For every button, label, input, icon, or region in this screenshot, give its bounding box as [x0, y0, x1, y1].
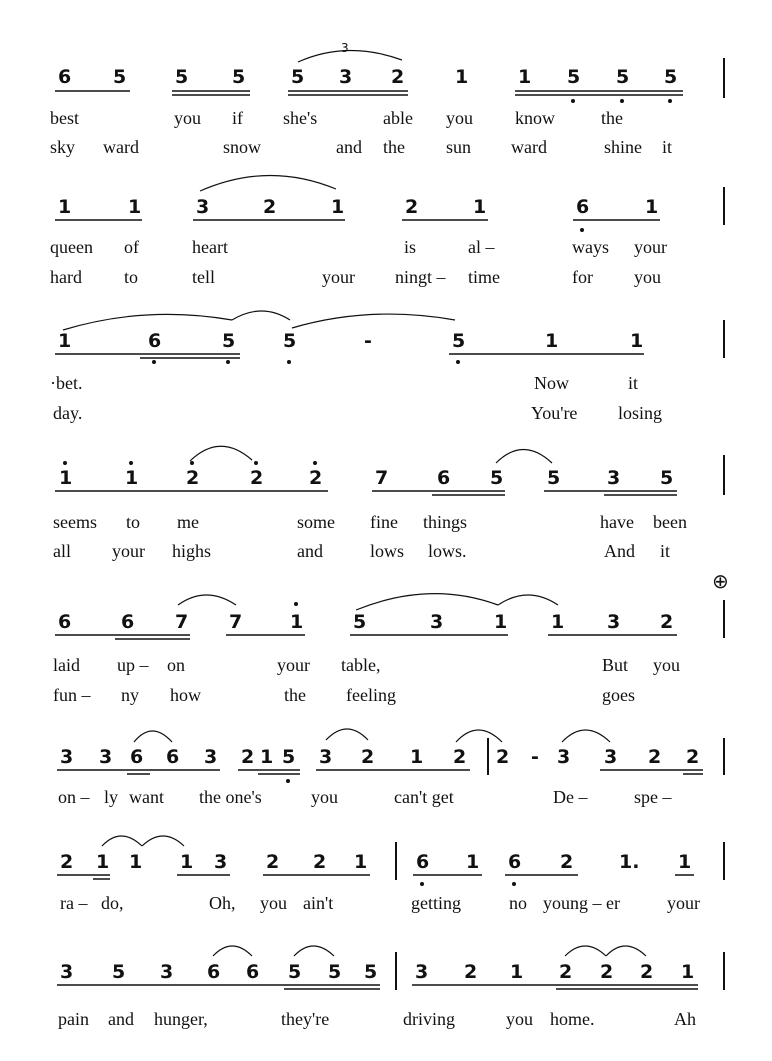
system-7	[57, 836, 724, 913]
lyric: you	[174, 108, 201, 128]
octave-dot	[620, 99, 624, 103]
note: 6	[437, 467, 451, 489]
tie	[178, 595, 236, 605]
note: 5	[282, 746, 296, 768]
note: 2	[263, 196, 277, 218]
note: 2	[309, 467, 323, 489]
note: 6	[508, 851, 522, 873]
lyric: seems	[53, 512, 97, 532]
note: 1	[129, 851, 143, 873]
lyric: De –	[553, 787, 588, 807]
lyric: queen	[50, 237, 93, 257]
slur	[356, 594, 498, 610]
lyric: things	[423, 512, 468, 532]
system-2	[50, 175, 724, 287]
note: 6	[148, 330, 162, 352]
lyric: want	[129, 787, 164, 807]
lyric: up –	[117, 655, 149, 675]
lyric: it	[628, 373, 639, 393]
lyric: you	[260, 893, 287, 913]
note: 2	[391, 66, 405, 88]
note: 1	[410, 746, 424, 768]
note: 2	[648, 746, 662, 768]
lyric: ward	[511, 137, 547, 157]
note: 1	[290, 611, 304, 633]
system-1	[50, 41, 724, 157]
octave-dot	[287, 360, 291, 364]
tie	[134, 731, 172, 742]
note: 1	[518, 66, 532, 88]
lyric: you	[506, 1009, 533, 1029]
note: 3	[60, 961, 74, 983]
lyric: highs	[172, 541, 212, 561]
lyric: best	[50, 108, 79, 128]
note: 5	[616, 66, 630, 88]
note: 6	[58, 66, 72, 88]
note: 5	[364, 961, 378, 983]
note: 3	[339, 66, 353, 88]
note: 2	[640, 961, 654, 983]
tie	[496, 450, 552, 464]
lyric: hunger,	[154, 1009, 208, 1029]
lyric: you	[653, 655, 680, 675]
note: 2	[250, 467, 264, 489]
lyric: Ah	[674, 1009, 696, 1029]
lyric: your	[277, 655, 310, 675]
lyric: and	[297, 541, 323, 561]
note: 2	[686, 746, 700, 768]
octave-dot	[580, 228, 584, 232]
system-3	[50, 311, 724, 423]
note: 1	[473, 196, 487, 218]
system-5	[53, 594, 724, 705]
tie	[213, 946, 252, 956]
crosshair-mark-icon: ⊕	[712, 569, 729, 593]
lyric: on –	[58, 787, 90, 807]
lyric: have	[600, 512, 634, 532]
triplet-mark: 3	[341, 41, 349, 55]
lyric: you	[446, 108, 473, 128]
lyric: heart	[192, 237, 228, 257]
note: 2	[600, 961, 614, 983]
tie	[562, 730, 610, 742]
note: 2	[60, 851, 74, 873]
note: 5	[353, 611, 367, 633]
note: 6	[166, 746, 180, 768]
lyric: your	[322, 267, 355, 287]
slur	[298, 50, 402, 62]
note: 3	[415, 961, 429, 983]
lyric: some	[297, 512, 335, 532]
note: 5	[113, 66, 127, 88]
note: 3	[60, 746, 74, 768]
lyric: to	[126, 512, 141, 532]
note: 1	[354, 851, 368, 873]
tie	[606, 946, 646, 956]
note: 5	[547, 467, 561, 489]
tie	[190, 446, 252, 461]
lyric: getting	[411, 893, 461, 913]
note: 1	[58, 330, 72, 352]
lyric: And	[604, 541, 635, 561]
note: 5	[175, 66, 189, 88]
lyric: and	[108, 1009, 134, 1029]
lyric: sun	[446, 137, 472, 157]
system-4	[53, 446, 724, 561]
note: 7	[175, 611, 189, 633]
slur	[63, 314, 232, 330]
note: 6	[576, 196, 590, 218]
note: 6	[130, 746, 144, 768]
octave-dot	[313, 461, 317, 465]
lyric: Oh,	[209, 893, 236, 913]
octave-dot	[456, 360, 460, 364]
tie	[232, 311, 290, 320]
note: -	[531, 746, 539, 768]
lyric: ningt –	[395, 267, 446, 287]
note: 3	[604, 746, 618, 768]
note: 5	[490, 467, 504, 489]
tie	[326, 729, 368, 740]
lyric: your	[667, 893, 700, 913]
lyric: ly	[104, 787, 119, 807]
lyric: is	[404, 237, 417, 257]
note: 1.	[619, 851, 640, 873]
note: 1	[494, 611, 508, 633]
note: 2	[496, 746, 510, 768]
octave-dot	[190, 461, 194, 465]
lyric: do,	[101, 893, 124, 913]
lyric: spe –	[634, 787, 672, 807]
slur	[200, 175, 336, 191]
lyric: home.	[550, 1009, 595, 1029]
lyric: laid	[53, 655, 80, 675]
lyric: the	[601, 108, 623, 128]
lyric: can't get	[394, 787, 454, 807]
note: 7	[375, 467, 389, 489]
octave-dot	[254, 461, 258, 465]
lyric: me	[177, 512, 199, 532]
lyric: you	[311, 787, 338, 807]
note: 5	[283, 330, 297, 352]
lyric: snow	[223, 137, 262, 157]
lyric: ways	[572, 237, 609, 257]
lyric: ra –	[60, 893, 88, 913]
lyric: sky	[50, 137, 76, 157]
lyric: the one's	[199, 787, 262, 807]
note: 5	[232, 66, 246, 88]
note: 6	[58, 611, 72, 633]
note: 5	[291, 66, 305, 88]
note: 1	[466, 851, 480, 873]
note: 1	[510, 961, 524, 983]
note: 1	[681, 961, 695, 983]
lyric: it	[660, 541, 671, 561]
tie	[456, 730, 502, 742]
note: 1	[96, 851, 110, 873]
lyric: they're	[281, 1009, 330, 1029]
system-8	[57, 946, 724, 1029]
lyric: on	[167, 655, 185, 675]
note: 2	[559, 961, 573, 983]
octave-dot	[286, 779, 290, 783]
note: -	[364, 330, 372, 352]
lyric: driving	[403, 1009, 455, 1029]
lyric: lows.	[428, 541, 467, 561]
note: 6	[207, 961, 221, 983]
note: 3	[160, 961, 174, 983]
lyric: if	[232, 108, 243, 128]
lyric: the	[383, 137, 405, 157]
note: 2	[266, 851, 280, 873]
lyric: fine	[370, 512, 398, 532]
note: 3	[607, 611, 621, 633]
note: 2	[361, 746, 375, 768]
note: 5	[112, 961, 126, 983]
lyric: tell	[192, 267, 215, 287]
note: 2	[464, 961, 478, 983]
lyric: lows	[370, 541, 405, 561]
note: 3	[214, 851, 228, 873]
note: 5	[664, 66, 678, 88]
note: 3	[319, 746, 333, 768]
lyric: ain't	[303, 893, 334, 913]
note: 1	[331, 196, 345, 218]
lyric: how	[170, 685, 201, 705]
note: 6	[416, 851, 430, 873]
lyric: know	[515, 108, 555, 128]
lyric: of	[124, 237, 139, 257]
note: 1	[128, 196, 142, 218]
note: 3	[607, 467, 621, 489]
note: 2	[313, 851, 327, 873]
lyric: she's	[283, 108, 318, 128]
lyric: young – er	[543, 893, 620, 913]
note: 3	[196, 196, 210, 218]
octave-dot	[226, 360, 230, 364]
octave-dot	[63, 461, 67, 465]
tie	[142, 836, 184, 846]
lyric: to	[124, 267, 139, 287]
note: 1	[678, 851, 692, 873]
lyric: feeling	[346, 685, 396, 705]
lyric: you	[634, 267, 661, 287]
lyric: ward	[103, 137, 139, 157]
note: 5	[328, 961, 342, 983]
note: 3	[99, 746, 113, 768]
slur	[292, 314, 455, 328]
note: 1	[455, 66, 469, 88]
lyric: time	[468, 267, 500, 287]
note: 5	[567, 66, 581, 88]
lyric: able	[383, 108, 413, 128]
note: 5	[452, 330, 466, 352]
lyric: been	[653, 512, 687, 532]
lyric: fun –	[53, 685, 91, 705]
lyric: all	[53, 541, 71, 561]
note: 5	[660, 467, 674, 489]
system-6	[57, 729, 724, 807]
lyric: it	[662, 137, 673, 157]
lyric: But	[602, 655, 629, 675]
tie	[498, 595, 558, 605]
note: 3	[430, 611, 444, 633]
octave-dot	[668, 99, 672, 103]
lyric: hard	[50, 267, 82, 287]
note: 7	[229, 611, 243, 633]
tie	[565, 946, 606, 956]
octave-dot	[512, 882, 516, 886]
octave-dot	[129, 461, 133, 465]
lyric: for	[572, 267, 593, 287]
lyric: pain	[58, 1009, 89, 1029]
octave-dot	[152, 360, 156, 364]
lyric: goes	[602, 685, 635, 705]
note: 2	[560, 851, 574, 873]
note: 2	[453, 746, 467, 768]
tie	[102, 836, 142, 846]
note: 3	[557, 746, 571, 768]
lyric: al –	[468, 237, 495, 257]
note: 1	[260, 746, 274, 768]
lyric: shine	[604, 137, 642, 157]
note: 2	[241, 746, 255, 768]
octave-dot	[420, 882, 424, 886]
note: 1	[545, 330, 559, 352]
lyric: your	[634, 237, 667, 257]
note: 3	[204, 746, 218, 768]
note: 5	[288, 961, 302, 983]
lyric: and	[336, 137, 362, 157]
tie	[294, 946, 334, 956]
note: 2	[660, 611, 674, 633]
lyric: Now	[534, 373, 569, 393]
note: 1	[551, 611, 565, 633]
note: 1	[58, 196, 72, 218]
lyric: your	[112, 541, 145, 561]
note: 2	[405, 196, 419, 218]
lyric: no	[509, 893, 527, 913]
note: 1	[125, 467, 139, 489]
note: 6	[246, 961, 260, 983]
note: 1	[645, 196, 659, 218]
lyric: day.	[53, 403, 83, 423]
note: 1	[59, 467, 73, 489]
lyric: ny	[121, 685, 139, 705]
lyric: table,	[341, 655, 381, 675]
lyric: losing	[618, 403, 663, 423]
lyric: ·bet.	[50, 373, 83, 393]
note: 1	[180, 851, 194, 873]
note: 1	[630, 330, 644, 352]
note: 5	[222, 330, 236, 352]
note: 6	[121, 611, 135, 633]
octave-dot	[571, 99, 575, 103]
note: 2	[186, 467, 200, 489]
lyric: the	[284, 685, 306, 705]
octave-dot	[294, 602, 298, 606]
lyric: You're	[531, 403, 578, 423]
